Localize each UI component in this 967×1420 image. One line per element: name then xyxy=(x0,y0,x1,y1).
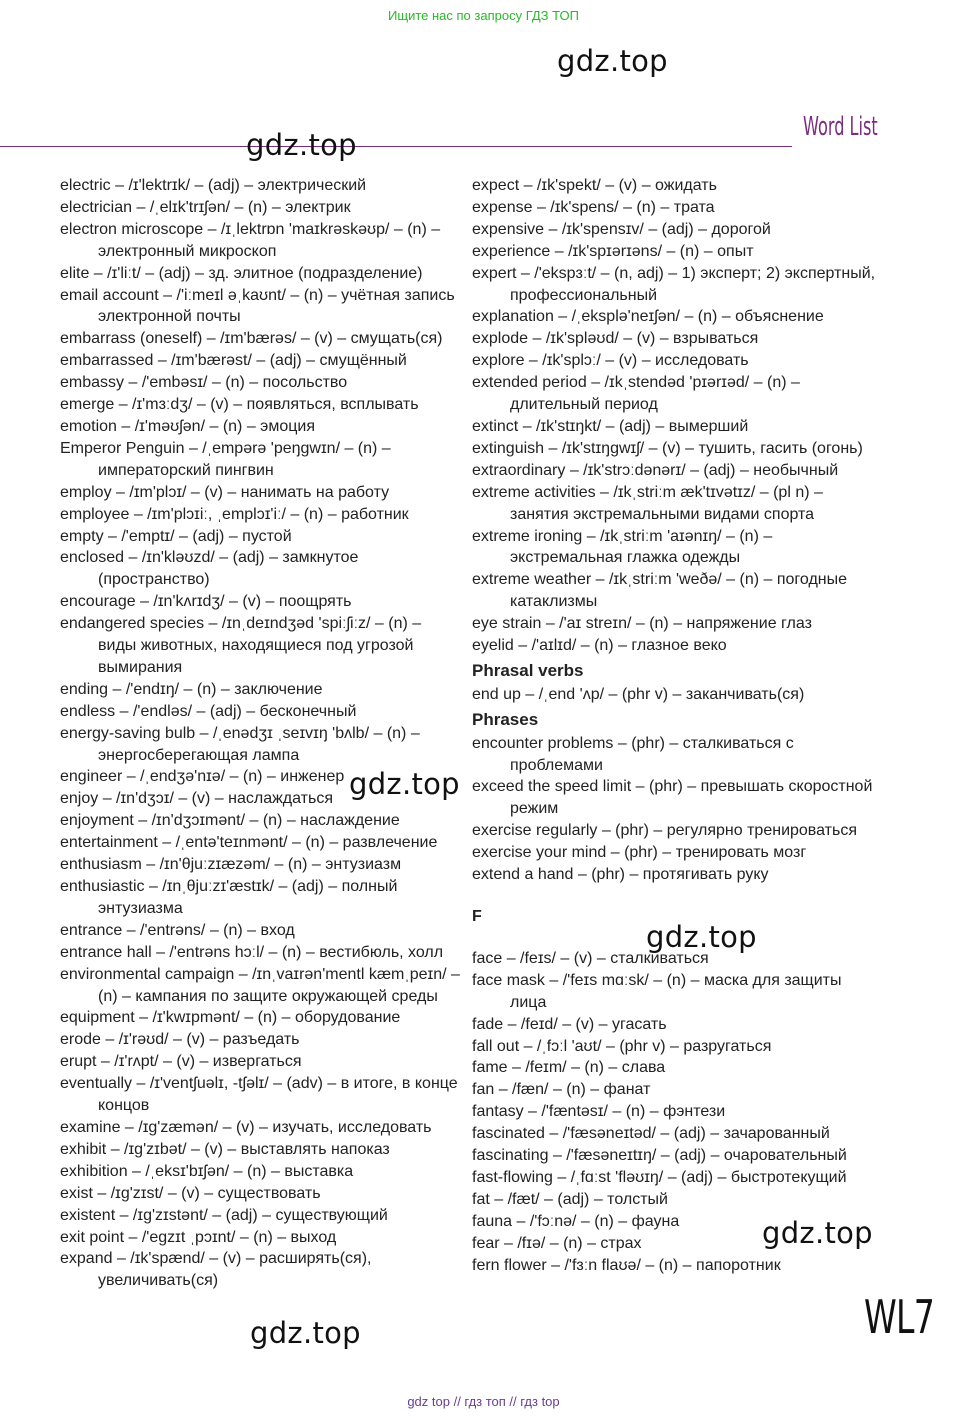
watermark: gdz.top xyxy=(557,44,668,78)
page-number: WL7 xyxy=(864,1290,935,1344)
word-entry: ending – /'endɪŋ/ – (n) – заключение xyxy=(60,680,323,698)
word-entry: fascinated – /'fæsəneɪtəd/ – (adj) – зачарованный xyxy=(472,1125,830,1143)
word-entry: electrician – /ˌelɪk'trɪʃən/ – (n) – электрик xyxy=(60,198,351,216)
word-entry: endless – /'endləs/ – (adj) – бесконечный xyxy=(60,702,357,720)
word-entry: explode – /ɪk'spləʊd/ – (v) – взрываться xyxy=(472,330,759,348)
word-entry: enjoy – /ɪn'dʒɔɪ/ – (v) – наслаждаться xyxy=(60,790,334,808)
watermark: gdz.top xyxy=(646,920,757,954)
word-entry: emerge – /ɪ'mɜːdʒ/ – (v) – появляться, всплывать xyxy=(60,396,419,414)
word-entry: expense – /ɪk'spens/ – (n) – трата xyxy=(472,198,715,216)
word-entry: enthusiastic – /ɪnˌθjuːzɪ'æstɪk/ – (adj) – полный энтузиазма xyxy=(60,878,398,917)
word-entry: erupt – /ɪ'rʌpt/ – (v) – извергаться xyxy=(60,1053,302,1071)
word-list-left-column xyxy=(60,175,460,1292)
section-title: Word List xyxy=(803,112,878,142)
word-entry: exit point – /'egzɪt ˌpɔɪnt/ – (n) – выход xyxy=(60,1228,337,1246)
word-entry: erode – /ɪ'rəʊd/ – (v) – разъедать xyxy=(60,1031,300,1049)
word-entry: expect – /ɪk'spekt/ – (v) – ожидать xyxy=(472,177,717,194)
word-entry: entrance hall – /'entrəns hɔːl/ – (n) – вестибюль, холл xyxy=(60,943,444,961)
word-entry: energy-saving bulb – /ˌenədʒɪ ˌseɪvɪŋ 'bʌlb/ – (n) – энергосберегающая лампа xyxy=(60,724,420,764)
word-entry: enjoyment – /ɪn'dʒɔɪmənt/ – (n) – наслаждение xyxy=(60,812,400,830)
word-entry: expand – /ɪk'spænd/ – (v) – расширять(ся), увеличивать(ся) xyxy=(60,1250,372,1290)
word-entry: exhibit – /ɪg'zɪbət/ – (v) – выставлять напоказ xyxy=(60,1140,390,1158)
word-entry: employee – /ɪm'plɔɪiː, ˌemplɔɪ'iː/ – (n) – работник xyxy=(60,505,409,523)
phrases-heading: Phrases xyxy=(472,709,539,729)
word-entry: extreme activities – /ɪkˌstriːm æk'tɪvətɪz/ – (pl n) – занятия экстремальными видами спорта xyxy=(472,483,823,523)
phrasal-verbs-heading: Phrasal verbs xyxy=(472,660,584,680)
word-entry: examine – /ɪg'zæmən/ – (v) – изучать, исследовать xyxy=(60,1118,432,1136)
word-entry: entrance – /'entrəns/ – (n) – вход xyxy=(60,921,295,939)
word-entry: extinguish – /ɪk'stɪŋgwɪʃ/ – (v) – тушить, гасить (огонь) xyxy=(472,439,863,457)
word-entry: emotion – /ɪ'məʊʃən/ – (n) – эмоция xyxy=(60,417,315,435)
search-hint-banner: Ищите нас по запросу ГДЗ ТОП xyxy=(388,8,579,23)
word-entry: fan – /fæn/ – (n) – фанат xyxy=(472,1081,651,1099)
word-entry: encounter problems – (phr) – сталкиваться с проблемами xyxy=(472,734,794,774)
word-entry: endangered species – /ɪnˌdeɪndʒəd 'spiːʃiːz/ – (n) – виды животных, находящиеся под угрозой вымирания xyxy=(60,615,422,676)
word-entry: entertainment – /ˌentə'teɪnmənt/ – (n) – развлечение xyxy=(60,834,438,852)
letter-heading: F xyxy=(472,908,482,925)
word-entry: embassy – /'embəsɪ/ – (n) – посольство xyxy=(60,374,348,392)
word-entry: electron microscope – /ɪˌlektrɒn 'maɪkrəskəʊp/ – (n) – электронный микроскоп xyxy=(60,220,441,260)
word-entry: engineer – /ˌendʒə'nɪə/ – (n) – инженер xyxy=(60,768,345,786)
word-entry: encourage – /ɪn'kʌrɪdʒ/ – (v) – поощрять xyxy=(60,593,352,611)
word-entry: expensive – /ɪk'spensɪv/ – (adj) – дорогой xyxy=(472,220,771,238)
word-entry: expert – /'ekspɜːt/ – (n, adj) – 1) эксперт; 2) экспертный, профессиональный xyxy=(472,264,876,304)
word-entry: environmental campaign – /ɪnˌvaɪrən'mentl kæmˌpeɪn/ – (n) – кампания по защите окружающей среды xyxy=(60,965,460,1005)
word-entry: electric – /ɪ'lektrɪk/ – (adj) – электрический xyxy=(60,177,367,194)
watermark: gdz.top xyxy=(349,767,460,801)
word-list-right-column xyxy=(472,175,882,1277)
word-entry: end up – /ˌend 'ʌp/ – (phr v) – заканчивать(ся) xyxy=(472,685,805,703)
word-entry: Emperor Penguin – /ˌempərə 'peŋgwɪn/ – (n) – императорский пингвин xyxy=(60,439,391,479)
footer-links: gdz top // гдз топ // гдз top xyxy=(407,1394,560,1409)
word-entry: extended period – /ɪkˌstendəd 'pɪərɪəd/ – (n) – длительный период xyxy=(472,374,800,414)
word-entry: fade – /feɪd/ – (v) – угасать xyxy=(472,1015,667,1033)
word-entry: empty – /'emptɪ/ – (adj) – пустой xyxy=(60,527,292,545)
watermark: gdz.top xyxy=(250,1316,361,1350)
word-entry: extreme ironing – /ɪkˌstriːm 'aɪənɪŋ/ – (n) – экстремальная глажка одежды xyxy=(472,527,773,567)
word-entry: employ – /ɪm'plɔɪ/ – (v) – нанимать на работу xyxy=(60,483,390,501)
word-entry: exercise regularly – (phr) – регулярно тренироваться xyxy=(472,822,857,840)
word-entry: exercise your mind – (phr) – тренировать мозг xyxy=(472,844,807,862)
word-entry: extend a hand – (phr) – протягивать руку xyxy=(472,866,769,884)
word-entry: exist – /ɪg'zɪst/ – (v) – существовать xyxy=(60,1184,321,1202)
word-entry: explanation – /ˌeksplə'neɪʃən/ – (n) – объяснение xyxy=(472,308,824,326)
word-entry: explore – /ɪk'splɔː/ – (v) – исследовать xyxy=(472,352,749,370)
word-entry: eyelid – /'aɪlɪd/ – (n) – глазное веко xyxy=(472,637,727,655)
word-entry: fauna – /'fɔːnə/ – (n) – фауна xyxy=(472,1212,680,1230)
word-entry: fat – /fæt/ – (adj) – толстый xyxy=(472,1190,668,1208)
watermark: gdz.top xyxy=(762,1216,873,1250)
word-entry: enthusiasm – /ɪn'θjuːzɪæzəm/ – (n) – энтузиазм xyxy=(60,856,402,874)
word-entry: face – /feɪs/ – (v) – сталкиваться xyxy=(472,949,709,967)
word-entry: existent – /ɪg'zɪstənt/ – (adj) – существующий xyxy=(60,1206,388,1224)
word-entry: email account – /'iːmeɪl əˌkaʊnt/ – (n) – учётная запись электронной почты xyxy=(60,286,455,326)
word-entry: exceed the speed limit – (phr) – превышать скоростной режим xyxy=(472,778,873,818)
word-entry: fern flower – /'fɜːn flaʊə/ – (n) – папоротник xyxy=(472,1256,781,1274)
word-entry: fear – /fɪə/ – (n) – страх xyxy=(472,1234,642,1252)
word-entry: fast-flowing – /ˌfɑːst 'fləʊɪŋ/ – (adj) – быстротекущий xyxy=(472,1168,847,1186)
word-entry: fall out – /ˌfɔːl 'aʊt/ – (phr v) – разругаться xyxy=(472,1037,772,1055)
word-entry: face mask – /'feɪs mɑːsk/ – (n) – маска для защиты лица xyxy=(472,971,842,1011)
word-entry: extinct – /ɪk'stɪŋkt/ – (adj) – вымерший xyxy=(472,417,749,435)
watermark: gdz.top xyxy=(246,128,357,162)
word-entry: enclosed – /ɪn'kləʊzd/ – (adj) – замкнутое (пространство) xyxy=(60,549,359,589)
word-entry: extraordinary – /ɪk'strɔːdənərɪ/ – (adj) – необычный xyxy=(472,461,839,479)
header-rule xyxy=(0,146,792,147)
word-entry: exhibition – /ˌeksɪ'bɪʃən/ – (n) – выставка xyxy=(60,1162,354,1180)
word-entry: fascinating – /'fæsəneɪtɪŋ/ – (adj) – очаровательный xyxy=(472,1147,847,1165)
word-entry: fantasy – /'fæntəsɪ/ – (n) – фэнтези xyxy=(472,1103,726,1121)
word-entry: experience – /ɪk'spɪərɪəns/ – (n) – опыт xyxy=(472,242,754,260)
word-entry: elite – /ɪ'liːt/ – (adj) – зд. элитное (подразделение) xyxy=(60,264,423,282)
word-entry: eye strain – /'aɪ streɪn/ – (n) – напряжение глаз xyxy=(472,615,812,633)
word-entry: embarrass (oneself) – /ɪm'bærəs/ – (v) – смущать(ся) xyxy=(60,330,443,348)
word-entry: extreme weather – /ɪkˌstriːm 'weðə/ – (n) – погодные катаклизмы xyxy=(472,571,848,611)
word-entry: fame – /feɪm/ – (n) – слава xyxy=(472,1059,666,1077)
word-entry: eventually – /ɪ'ventʃuəlɪ, -tʃəlɪ/ – (adv) – в итоге, в конце концов xyxy=(60,1075,458,1115)
word-entry: embarrassed – /ɪm'bærəst/ – (adj) – смущённый xyxy=(60,352,407,370)
word-entry: equipment – /ɪ'kwɪpmənt/ – (n) – оборудование xyxy=(60,1009,401,1027)
